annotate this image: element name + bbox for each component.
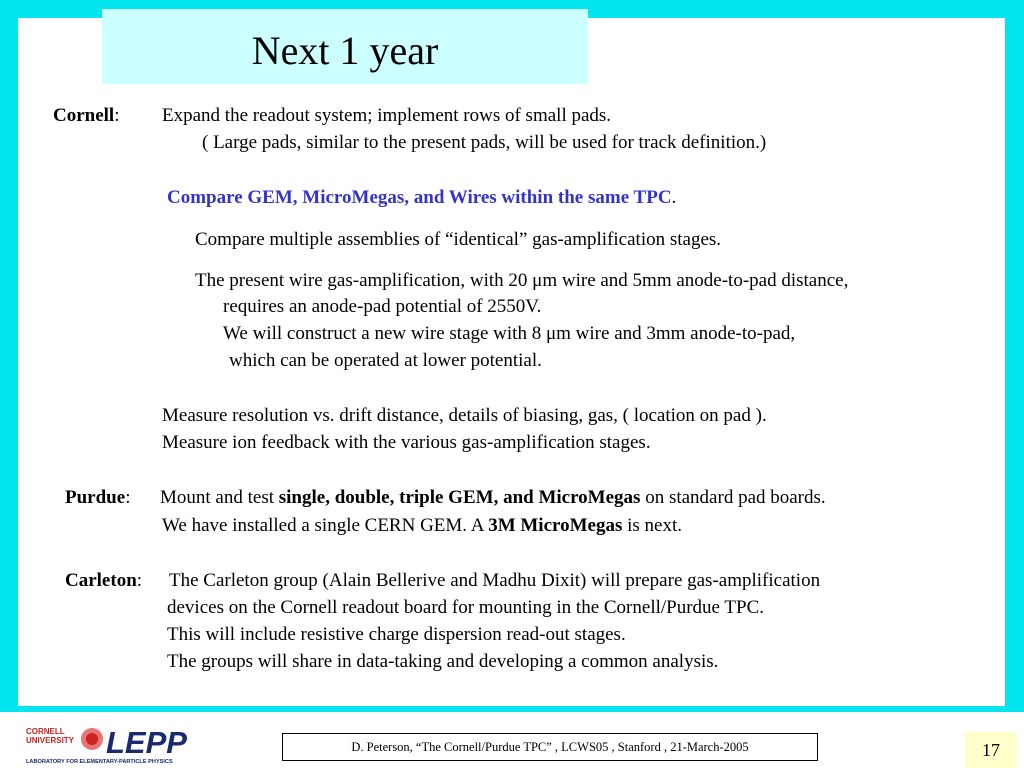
purdue-line1-bold: single, double, triple GEM, and MicroMegas (278, 487, 641, 508)
carleton-line-1 (65, 570, 142, 592)
wire-text-2: requires an anode-pad potential of 2550V. (223, 296, 542, 317)
purdue-colon: : (125, 487, 131, 508)
logo-university-text: UNIVERSITY (26, 736, 75, 745)
slide-title: Next 1 year (251, 28, 439, 73)
logo-lepp-text: LEPP (106, 725, 187, 760)
measure-text-2: Measure ion feedback with the various gas-amplification stages. (162, 432, 651, 453)
cornell-line-1 (53, 105, 120, 127)
carleton-label: Carleton (65, 570, 137, 591)
carleton-text-4: The groups will share in data-taking and developing a common analysis. (167, 651, 719, 672)
purdue-line1-pre: Mount and test (160, 487, 279, 508)
cornell-expand-text: Expand the readout system; implement rows of small pads. (162, 105, 612, 126)
logo-subtitle-text: LABORATORY FOR ELEMENTARY-PARTICLE PHYSICS (26, 759, 173, 764)
wire-text-3: We will construct a new wire stage with 8 μm wire and 3mm anode-to-pad, (223, 323, 796, 344)
footer-citation: D. Peterson, “The Cornell/Purdue TPC” , LCWS05 , Stanford , 21-March-2005 (282, 733, 818, 761)
purdue-line1-post: on standard pad boards. (640, 487, 826, 508)
purdue-line-1 (65, 487, 130, 509)
carleton-text-1: The Carleton group (Alain Bellerive and Madhu Dixit) will prepare gas-amplification (169, 570, 821, 591)
purdue-line2-pre: We have installed a single CERN GEM. A (162, 515, 489, 536)
carleton-text-3: This will include resistive charge dispersion read-out stages. (167, 624, 626, 645)
lepp-logo (24, 722, 204, 764)
compare-assemblies-text: Compare multiple assemblies of “identical” gas-amplification stages. (195, 229, 722, 250)
wire-text-1: The present wire gas-amplification, with 20 μm wire and 5mm anode-to-pad distance, (195, 270, 849, 291)
cornell-colon: : (114, 105, 120, 126)
purdue-mount-text (160, 487, 826, 509)
logo-cornell-text: CORNELL (26, 727, 65, 736)
carleton-text-2: devices on the Cornell readout board for mounting in the Cornell/Purdue TPC. (167, 597, 764, 618)
wire-text-4: which can be operated at lower potential. (229, 350, 542, 371)
purdue-line2-post: is next. (622, 515, 683, 536)
purdue-installed-text (162, 515, 682, 537)
compare-heading: Compare GEM, MicroMegas, and Wires within the same TPC (167, 187, 672, 208)
title-box (102, 9, 588, 84)
compare-heading-period: . (671, 187, 677, 208)
cornell-large-pads-text: ( Large pads, similar to the present pads, will be used for track definition.) (202, 132, 767, 153)
cornell-label: Cornell (53, 105, 115, 126)
carleton-colon: : (136, 570, 143, 591)
measure-text-1: Measure resolution vs. drift distance, details of biasing, gas, ( location on pad ). (162, 405, 767, 426)
purdue-line2-bold: 3M MicroMegas (488, 515, 623, 536)
footer-band (0, 712, 1024, 768)
purdue-label: Purdue (65, 487, 126, 508)
page-number: 17 (965, 732, 1017, 768)
compare-heading-line (167, 187, 676, 209)
